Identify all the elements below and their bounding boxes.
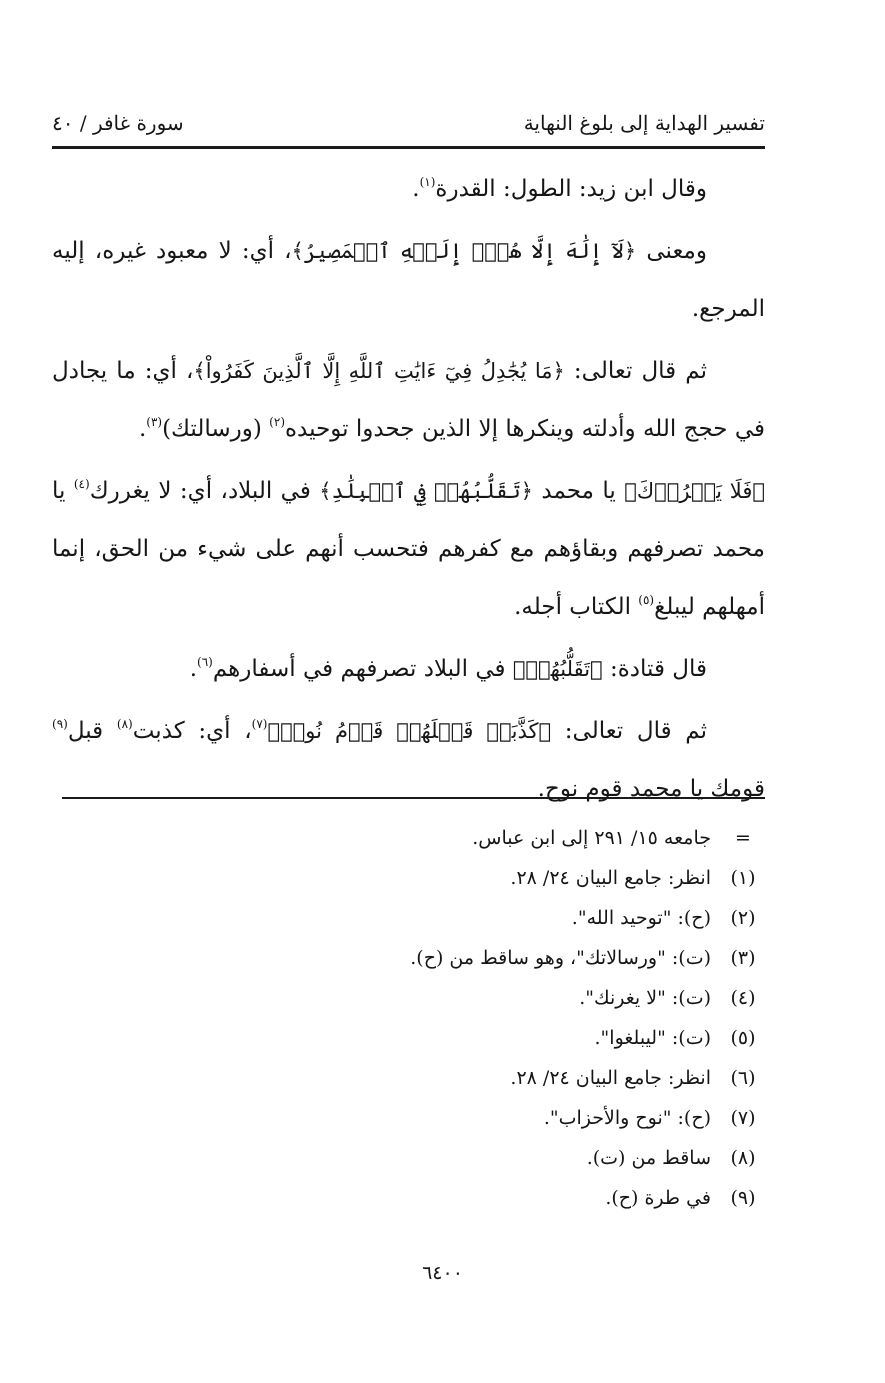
- book-title: تفسير الهداية إلى بلوغ النهاية: [523, 111, 765, 135]
- footnote-text: (ح): "توحيد الله".: [571, 907, 711, 929]
- footnote-marker: (٧): [730, 1107, 756, 1129]
- body-text-run: ، أي: كذبت: [132, 718, 252, 744]
- paragraph: [52, 222, 765, 338]
- footnote-text: (ح): "نوح والأحزاب".: [543, 1107, 711, 1129]
- footnote: [52, 818, 765, 858]
- footnote-marker: (٤): [730, 987, 756, 1009]
- body-text-run: .: [189, 656, 197, 682]
- body-text-run: ثم قال تعالى:: [551, 718, 707, 744]
- body-text-run: الكتاب أجله.: [514, 594, 639, 620]
- footnote-text: (ت): "لا يغرنك".: [579, 987, 711, 1009]
- footnote-marker: (٥): [730, 1027, 756, 1049]
- body-text-run: ، أي: ما يجادل في حجج الله وأدلته وينكرها إلا الذين جحدوا توحيده: [52, 358, 765, 442]
- footnote: [52, 858, 765, 898]
- footnote-ref: (٢): [269, 415, 285, 429]
- footnote-ref: (٨): [116, 717, 133, 731]
- paragraph: [52, 462, 765, 636]
- footnote-ref: (٣): [146, 415, 163, 429]
- footnote-ref: (٧): [251, 717, 268, 731]
- page-number: ٦٤٠٠: [422, 1262, 463, 1284]
- footnote-marker: (٨): [730, 1147, 756, 1169]
- body-text-run: (ورسالتك): [162, 416, 270, 442]
- footnote-marker: (٢): [730, 907, 756, 929]
- body-text-run: قومك يا محمد قوم نوح.: [537, 776, 765, 802]
- footnote-marker: (٦): [730, 1067, 756, 1089]
- footnote-separator: [62, 797, 765, 799]
- body-text-run: قال قتادة:: [602, 656, 707, 682]
- surah-label: سورة غافر / ٤٠: [52, 111, 184, 135]
- quran-quote: ﴿فَلَا يَغۡرُرۡكَ﴾: [624, 479, 765, 503]
- footnote: [52, 1018, 765, 1058]
- running-header: [52, 105, 765, 141]
- footnote-text: جامعه ١٥/ ٢٩١ إلى ابن عباس.: [472, 827, 711, 849]
- body-text-run: .: [138, 416, 147, 442]
- footnote-text: (ت): "ليبلغوا".: [594, 1027, 711, 1049]
- quran-quote: ﴿تَقَلُّبُهُمۡ﴾: [512, 657, 603, 681]
- footnote-text: ساقط من (ت).: [586, 1147, 711, 1169]
- quran-quote: ﴿لَآ إِلَٰهَ إِلَّا هُوَۖ إِلَيۡهِ ٱلۡمَصِيرُ﴾: [291, 239, 637, 263]
- body-text-run: ثم قال تعالى:: [564, 358, 707, 384]
- footnote-text: (ت): "ورسالاتك"، وهو ساقط من (ح).: [410, 947, 711, 969]
- header-rule: [52, 146, 765, 149]
- footnote-marker: (٣): [730, 947, 756, 969]
- footnotes: [52, 818, 765, 1218]
- footnote: [52, 1178, 765, 1218]
- footnote-marker: (١): [730, 867, 756, 889]
- paragraph: [52, 640, 765, 698]
- paragraph: [52, 160, 765, 218]
- paragraph: [52, 342, 765, 458]
- footnote-text: انظر: جامع البيان ٢٤/ ٢٨.: [510, 1067, 711, 1089]
- footnote: [52, 898, 765, 938]
- footnote-marker: (٩): [730, 1187, 756, 1209]
- footnote: [52, 978, 765, 1018]
- footnote-ref: (١): [419, 175, 436, 189]
- body-text-run: .: [412, 176, 420, 202]
- quran-quote: ﴿تَقَلُّبُهُمۡ فِي ٱلۡبِلَٰدِ﴾: [319, 479, 533, 503]
- footnote-ref: (٥): [638, 593, 655, 607]
- footnote-ref: (٤): [73, 477, 90, 491]
- footnote-marker: =: [735, 827, 751, 849]
- paragraph: [52, 702, 765, 818]
- footnote: [52, 1138, 765, 1178]
- footnote-ref: (٦): [197, 655, 213, 669]
- footnote-text: انظر: جامع البيان ٢٤/ ٢٨.: [510, 867, 711, 889]
- body-text-run: وقال ابن زيد: الطول: القدرة: [435, 176, 707, 202]
- body-text: [52, 160, 765, 818]
- footnote-ref: (٩): [52, 717, 68, 731]
- footnote: [52, 1058, 765, 1098]
- body-text-run: يا محمد: [532, 478, 625, 504]
- body-text-run: يا محمد تصرفهم وبقاؤهم مع كفرهم فتحسب أنهم على شيء من الحق، إنما أمهلهم ليبلغ: [52, 478, 765, 620]
- footnote-text: في طرة (ح).: [605, 1187, 711, 1209]
- body-text-run: ومعنى: [636, 238, 707, 264]
- body-text-run: في البلاد، أي: لا يغررك: [89, 478, 320, 504]
- body-text-run: ، أي: لا معبود غيره، إليه المرجع.: [52, 238, 765, 322]
- footnote: [52, 938, 765, 978]
- footnote: [52, 1098, 765, 1138]
- quran-quote: ﴿كَذَّبَتۡ قَبۡلَهُمۡ قَوۡمُ نُوحٖ﴾: [267, 719, 552, 743]
- body-text-run: في البلاد تصرفهم في أسفارهم: [212, 656, 513, 682]
- body-text-run: قبل: [67, 718, 117, 744]
- quran-quote: ﴿مَا يُجَٰدِلُ فِيٓ ءَايَٰتِ ٱللَّهِ إِلَّا ٱلَّذِينَ كَفَرُواْ﴾: [193, 359, 565, 383]
